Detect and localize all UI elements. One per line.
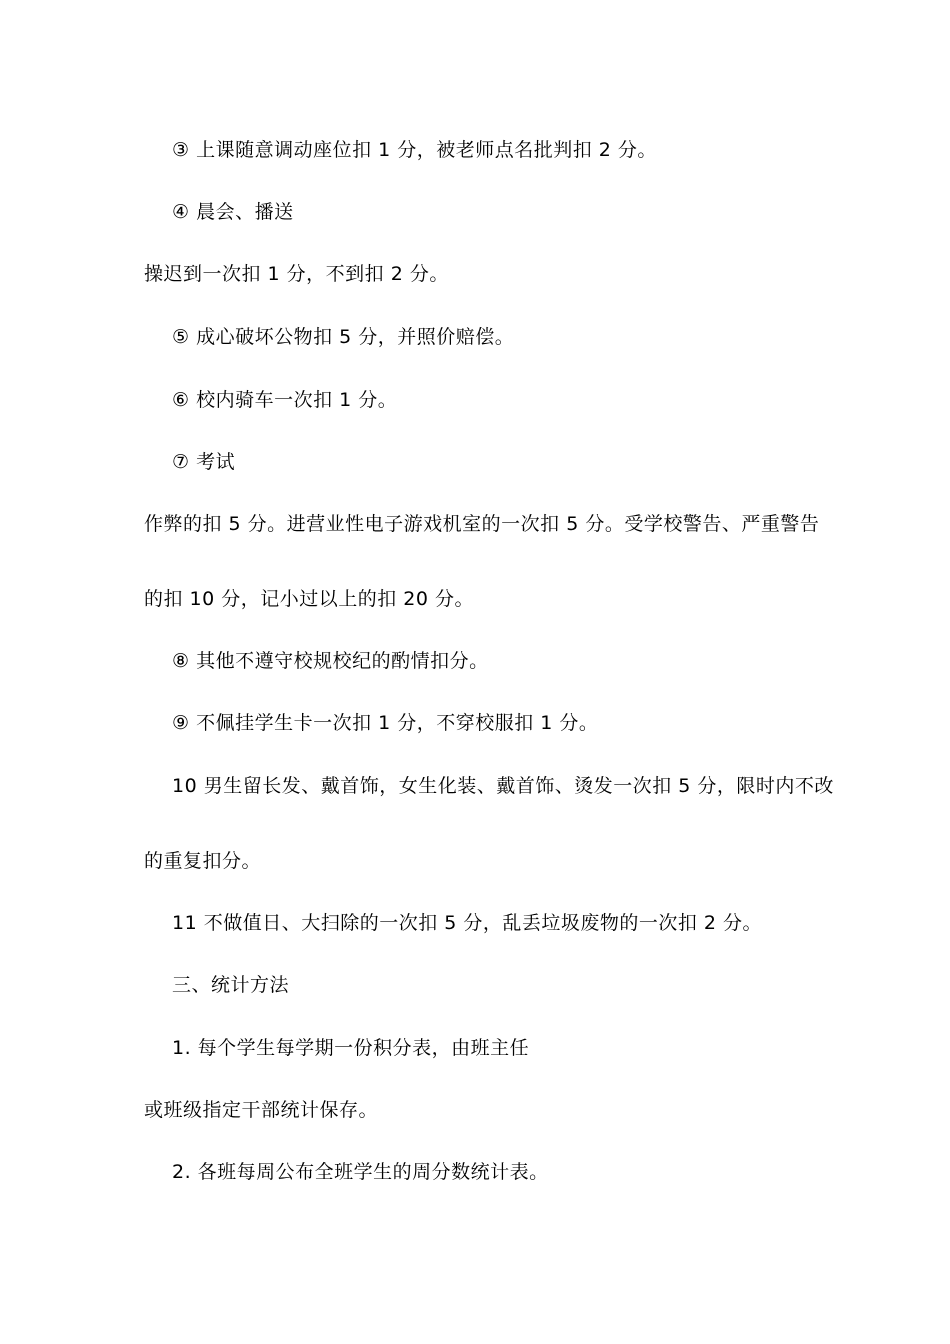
rule-7-continuation: 作弊的扣 5 分。进营业性电子游戏机室的一次扣 5 分。受学校警告、严重警告: [144, 513, 820, 535]
rule-6-cycling: ⑥ 校内骑车一次扣 1 分。: [172, 389, 398, 411]
rule-4-continuation: 操迟到一次扣 1 分，不到扣 2 分。: [144, 263, 449, 285]
rule-9-student-card: ⑨ 不佩挂学生卡一次扣 1 分，不穿校服扣 1 分。: [172, 712, 599, 734]
rule-7-exam: ⑦ 考试: [172, 451, 236, 473]
rule-4-morning-assembly: ④ 晨会、播送: [172, 201, 294, 223]
rule-10-appearance: 10 男生留长发、戴首饰，女生化装、戴首饰、烫发一次扣 5 分，限时内不改: [172, 775, 834, 797]
rule-3-seat-change: ③ 上课随意调动座位扣 1 分，被老师点名批判扣 2 分。: [172, 139, 657, 161]
rule-10-continuation: 的重复扣分。: [144, 850, 262, 872]
stat-item-1-continuation: 或班级指定干部统计保存。: [144, 1099, 379, 1121]
stat-item-1: 1. 每个学生每学期一份积分表，由班主任: [172, 1037, 530, 1059]
rule-11-duty: 11 不做值日、大扫除的一次扣 5 分，乱丢垃圾废物的一次扣 2 分。: [172, 912, 763, 934]
stat-item-2: 2. 各班每周公布全班学生的周分数统计表。: [172, 1161, 549, 1183]
rule-7-continuation-2: 的扣 10 分，记小过以上的扣 20 分。: [144, 588, 475, 610]
rule-5-property-damage: ⑤ 成心破坏公物扣 5 分，并照价赔偿。: [172, 326, 515, 348]
rule-8-other: ⑧ 其他不遵守校规校纪的酌情扣分。: [172, 650, 489, 672]
section-heading-statistics: 三、统计方法: [172, 974, 290, 996]
